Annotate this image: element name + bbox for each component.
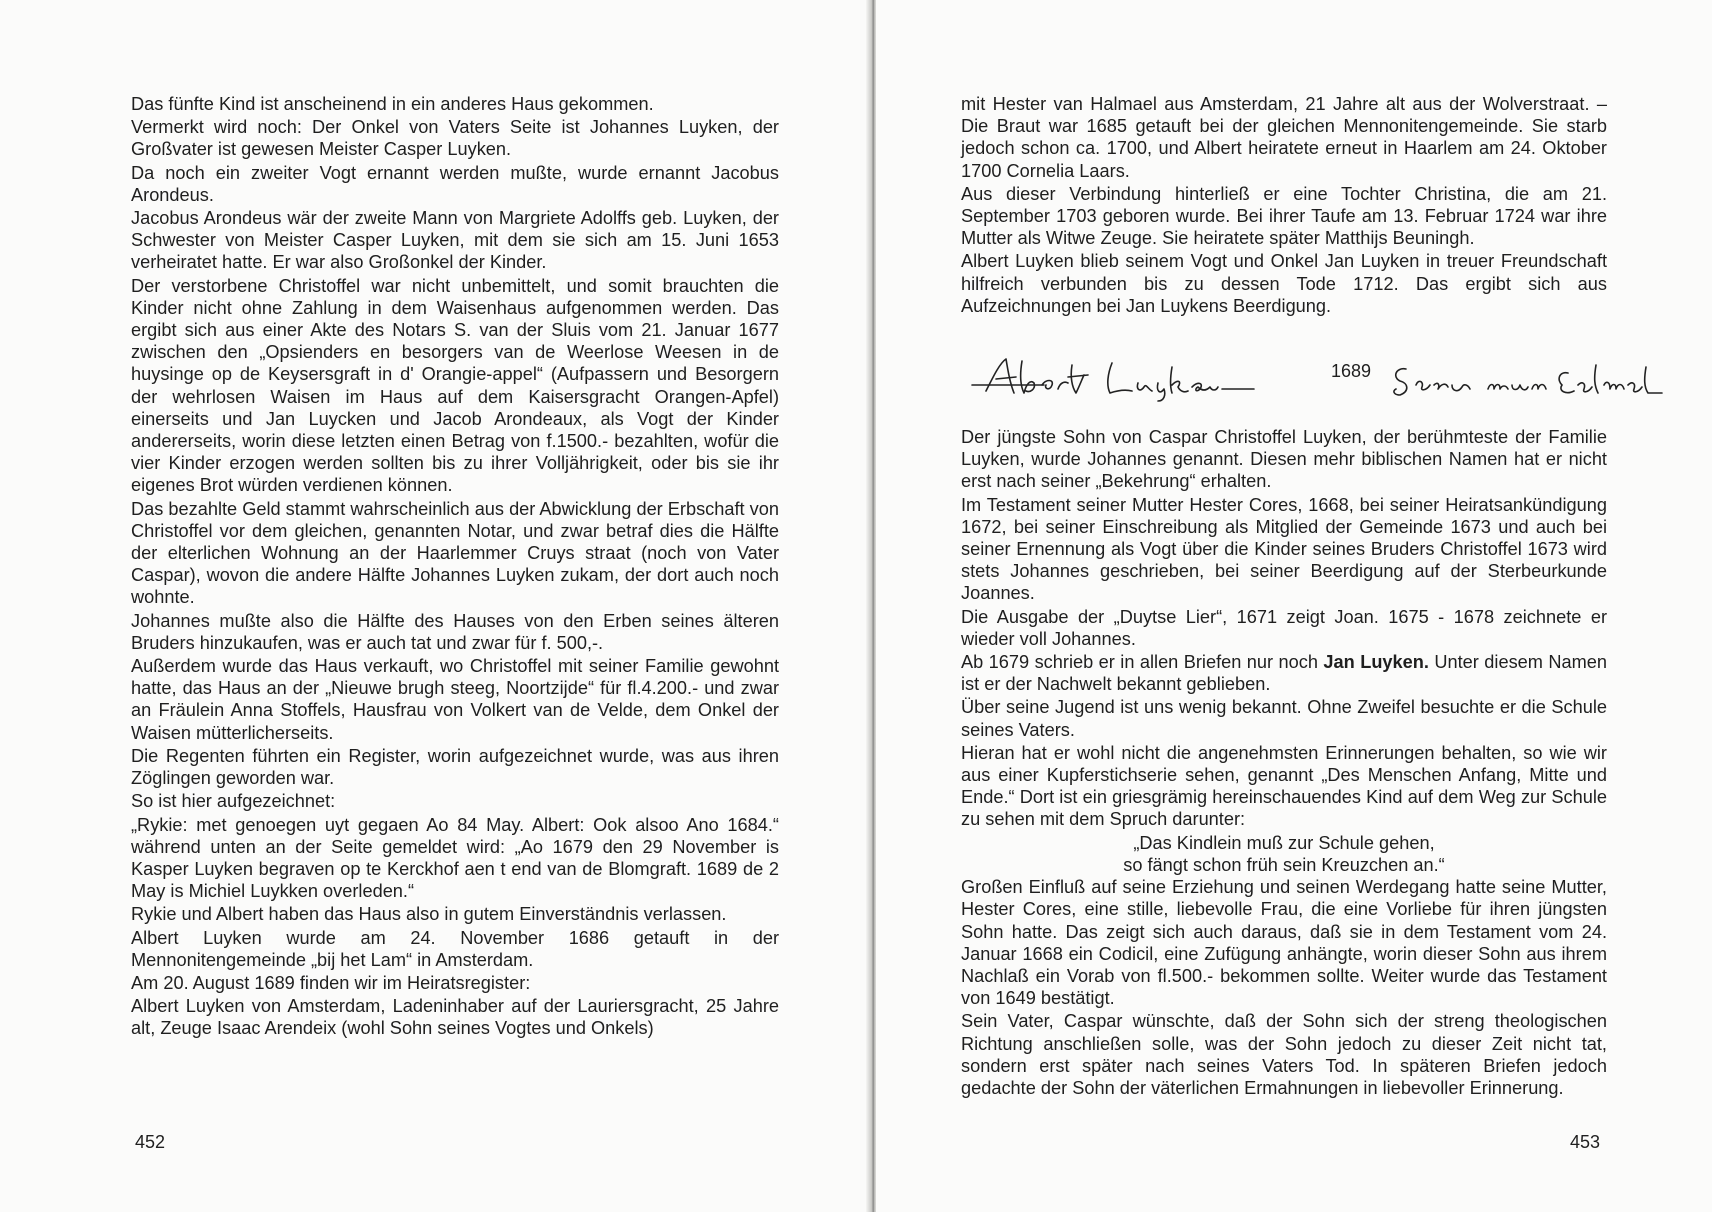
paragraph-text: Unter diesem Namen ist er der Nachwelt bekannt geblieben. xyxy=(961,652,1607,695)
paragraph: Am 20. August 1689 finden wir im Heiratsregister: xyxy=(131,972,531,993)
paragraph: Albert Luyken von Amsterdam, Ladeninhaber auf der Lauriersgracht, 25 Jahre alt, Zeuge Isaac Arendeix (wohl Sohn seines Vogtes und Onkels) xyxy=(131,996,779,1039)
paragraph: Der jüngste Sohn von Caspar Christoffel Luyken, der berühmteste der Familie Luyken, wurde Johannes genannt. Diesen mehr biblischen Namen hat er nicht erst nach seiner „Bekehrung“ erhalten. xyxy=(961,427,1607,492)
paragraph: Vermerkt wird noch: Der Onkel von Vaters Seite ist Johannes Luyken, der Großvater ist gewesen Meister Casper Luyken. xyxy=(131,117,779,160)
paragraph: Hieran hat er wohl nicht die angenehmsten Erinnerungen behalten, so wie wir aus einer Kupferstichserie sehen, genannt „Des Menschen Anfang, Mitte und Ende.“ Dort ist ein griesgrämig hereinschauendes Kind auf dem Weg zur Schule zu sehen mit dem Spruch darunter: xyxy=(961,742,1607,830)
page-number-left: 452 xyxy=(135,1132,166,1152)
paragraph: Rykie und Albert haben das Haus also in gutem Einverständnis verlassen. xyxy=(131,904,727,925)
paragraph: Das fünfte Kind ist anscheinend in ein anderes Haus gekommen. xyxy=(131,94,654,114)
paragraph: Großen Einfluß auf seine Erziehung und seinen Werdegang hatte seine Mutter, Hester Cores, eine stille, liebevolle Frau, die eine Vorliebe für ihren jüngsten Sohn hatte. Das zeigt sich auch daraus, daß sie in dem Testament vom 24. Januar 1668 ein Codicil, eine Zufügung anhängte, worin dieser Sohn aus ihrem Nachlaß ein Vorab von fl.500.- bekommen sollte. Weiter wurde das Testament von 1649 bestätigt. xyxy=(961,877,1607,1009)
paragraph: Der verstorbene Christoffel war nicht unbemittelt, und somit brauchten die Kinder nicht ohne Zahlung in dem Waisenhaus aufgenommen werden. Das ergibt sich aus einer Akte des Notars S. van der Sluis vom 21. Januar 1677 zwischen den „Opsienders en besorgers van de Weerlose Weesen in de huysinge op de Keysersgraft in d' Orangie-appel“ (Aufpassern und Besorgern der wehrlosen Waisen im Haus auf dem Kaisersgracht Orangen-Apfel) einerseits und Jan Luycken und Jacob Arondeaux, als Vogt der Kinder andererseits, worin diese letzten einen Betrag von f.1500.- bezahlten, wofür die vier Kinder erzogen werden sollten bis zu ihrer Volljährigkeit, oder bis sie ihr eigenes Brot würden verdienen können. xyxy=(131,275,779,496)
paragraph-jan-luyken xyxy=(961,651,1607,695)
paragraph: Außerdem wurde das Haus verkauft, wo Christoffel mit seiner Familie gewohnt hatte, das Haus an der „Nieuwe brugh steeg, Noortzijde“ für fl.4.200.- und zwar an Fräulein Anna Stoffels, Hausfrau von Volkert van de Velde, dem Onkel der Waisen mütterlicherseits. xyxy=(131,656,779,743)
verse-line: so fängt schon früh sein Kreuzchen an.“ xyxy=(1123,854,1445,875)
page-number-right: 453 xyxy=(1570,1132,1601,1152)
paragraph: Johannes mußte also die Hälfte des Hauses von den Erben seines älteren Bruders hinzukaufen, was er auch tat und zwar für f. 500,-. xyxy=(131,610,779,653)
paragraph: Sein Vater, Caspar wünschte, daß der Sohn sich der streng theologischen Richtung anschließen solle, was der Sohn jedoch zu dieser Zeit nicht tat, sondern erst später nach seines Vaters Tod. In späteren Briefen jedoch gedachte der Sohn der väterlichen Ermahnungen in liebevoller Erinnerung. xyxy=(961,1011,1607,1098)
paragraph: So ist hier aufgezeichnet: xyxy=(131,791,336,812)
signature-year: 1689 xyxy=(1331,361,1372,381)
paragraph: Albert Luyken wurde am 24. November 1686 getauft in der Mennonitengemeinde „bij het Lam“ in Amsterdam. xyxy=(131,927,779,970)
paragraph: Aus dieser Verbindung hinterließ er eine Tochter Christina, die am 21. September 1703 geboren wurde. Bei ihrer Taufe am 13. Februar 1724 war ihre Mutter als Witwe Zeuge. Sie heiratete später Matthijs Beuningh. xyxy=(961,183,1607,249)
paragraph-text: Ab 1679 schrieb er in allen Briefen nur noch xyxy=(961,652,1324,673)
paragraph: Über seine Jugend ist uns wenig bekannt. Ohne Zweifel besuchte er die Schule seines Vaters. xyxy=(961,697,1607,740)
paragraph: Im Testament seiner Mutter Hester Cores, 1668, bei seiner Heiratsankündigung 1672, bei seiner Einschreibung als Mitglied der Gemeinde 1673 und auch bei seiner Ernennung als Vogt über die Kinder seines Bruders Christoffel 1673 wird stets Johannes geschrieben, bei seiner Beerdigung auf der Sterbeurkunde Joannes. xyxy=(961,494,1607,604)
paragraph: Das bezahlte Geld stammt wahrscheinlich aus der Abwicklung der Erbschaft von Christoffel vor dem gleichen, genannten Notar, und zwar betraf dies die Hälfte der elterlichen Wohnung an der Haarlemmer Cruys straat (noch von Vater Caspar), wovon die andere Hälfte Johannes Luyken zukam, der dort auch noch wohnte. xyxy=(131,498,779,608)
signature-block xyxy=(964,355,1664,403)
verse-line: „Das Kindlein muß zur Schule gehen, xyxy=(1133,832,1435,853)
jan-luyken-name: Jan Luyken. xyxy=(1323,652,1429,673)
paragraph: mit Hester van Halmael aus Amsterdam, 21 Jahre alt aus der Wolverstraat. – Die Braut war 1685 getauft bei der gleichen Mennonitengemeinde. Sie starb jedoch schon ca. 1700, und Albert heiratete erneut in Haarlem am 24. Oktober 1700 Cornelia Laars. xyxy=(961,94,1607,181)
right-page-body xyxy=(961,93,1607,1100)
handwritten-signature-albert-luyken xyxy=(964,355,1664,403)
paragraph: Die Regenten führten ein Register, worin aufgezeichnet wurde, was aus ihren Zöglingen geworden war. xyxy=(131,745,779,789)
paragraph: Die Ausgabe der „Duytse Lier“, 1671 zeigt Joan. 1675 - 1678 zeichnete er wieder voll Johannes. xyxy=(961,606,1607,649)
left-page-body xyxy=(131,93,779,1041)
paragraph: Jacobus Arondeus wär der zweite Mann von Margriete Adolffs geb. Luyken, der Schwester von Meister Casper Luyken, mit dem sie sich am 15. Juni 1653 verheiratet hatte. Er war also Großonkel der Kinder. xyxy=(131,208,779,273)
paragraph: Da noch ein zweiter Vogt ernannt werden mußte, wurde ernannt Jacobus Arondeus. xyxy=(131,162,779,205)
paragraph: „Rykie: met genoegen uyt gegaen Ao 84 May. Albert: Ook alsoo Ano 1684.“ während unten an der Seite gemeldet wird: „Ao 1679 den 29 November is Kasper Luyken begraven op te Kerckhof aen t end van de Blomgraft. 1689 de 2 May is Michiel Luykken overleden.“ xyxy=(131,814,779,902)
paragraph: Albert Luyken blieb seinem Vogt und Onkel Jan Luyken in treuer Freundschaft hilfreich verbunden bis zu dessen Tode 1712. Das ergibt sich aus Aufzeichnungen bei Jan Luykens Beerdigung. xyxy=(961,251,1607,316)
right-page xyxy=(876,0,1712,1212)
